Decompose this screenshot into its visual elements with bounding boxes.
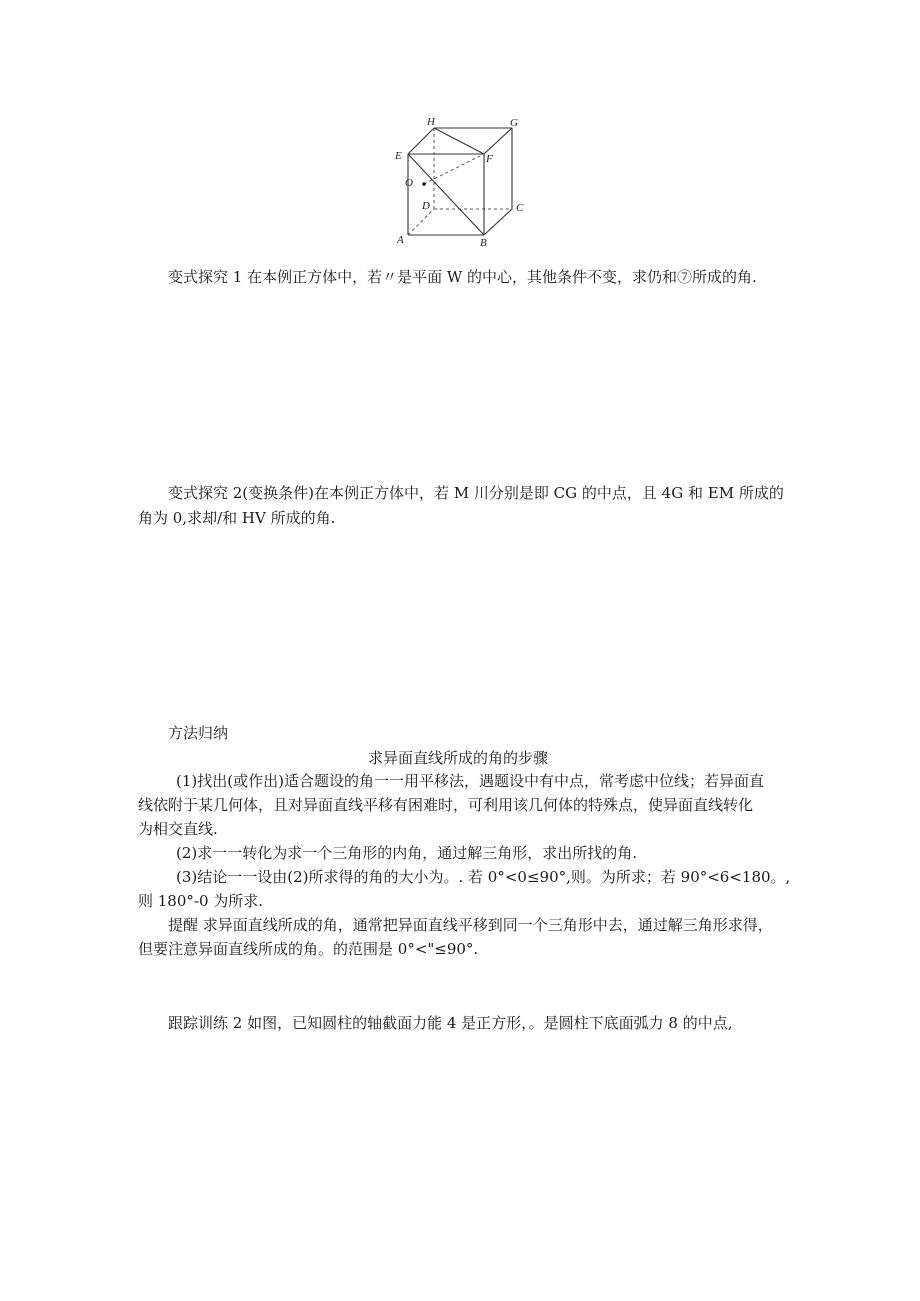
hidden-edge-AD bbox=[408, 209, 434, 235]
variant2-line1: 变式探究 2(变换条件)在本例正方体中，若 M 川分别是即 CG 的中点，且 4G 和 EM 所成的 bbox=[168, 484, 784, 502]
method-tip-line2: 但要注意异面直线所成的角。的范围是 0°<"≤90°. bbox=[138, 940, 479, 958]
hidden-line-OF bbox=[424, 154, 484, 184]
method-title: 求异面直线所成的角的步骤 bbox=[368, 749, 549, 767]
label-D: D bbox=[422, 200, 430, 212]
method-step1-line2: 线依附于某几何体，且对异面直线平移有困难时，可利用该几何体的特殊点，使异面直线转化 bbox=[138, 796, 754, 814]
method-step3-line2: 则 180°-0 为所求. bbox=[138, 892, 264, 910]
method-heading: 方法归纳 bbox=[168, 724, 229, 742]
method-step1-line1: (1)找出(或作出)适合题设的角一一用平移法，遇题设中有中点，常考虑中位线；若异面直 bbox=[176, 772, 764, 790]
method-step2: (2)求一一转化为求一个三角形的内角，通过解三角形，求出所找的角. bbox=[176, 844, 638, 862]
edge-FG bbox=[484, 128, 512, 154]
label-G: G bbox=[510, 117, 518, 129]
label-C: C bbox=[516, 202, 524, 214]
edge-EH bbox=[408, 128, 434, 154]
diagonal-HF bbox=[434, 128, 484, 154]
label-A: A bbox=[397, 234, 404, 246]
method-step3-line1: (3)结论一一设由(2)所求得的角的大小为。. 若 0°<0≤90°,则。为所求；若 90°<6<180。, bbox=[176, 868, 791, 886]
point-O bbox=[422, 182, 426, 186]
label-B: B bbox=[480, 237, 487, 249]
label-H: H bbox=[427, 116, 435, 128]
method-step1-line3: 为相交直线. bbox=[138, 820, 218, 838]
label-E: E bbox=[395, 150, 402, 162]
method-tip-line1: 提醒 求异面直线所成的角，通常把异面直线平移到同一个三角形中去，通过解三角形求得， bbox=[168, 916, 773, 934]
edge-BC bbox=[484, 209, 512, 235]
diagonal-EB bbox=[408, 154, 484, 235]
cube-figure bbox=[388, 112, 538, 252]
variant1-text: 变式探究 1 在本例正方体中，若〃是平面 W 的中心，其他条件不变，求仍和⑦所成的角. bbox=[168, 268, 757, 286]
variant2-line2: 角为 0,求却/和 HV 所成的角. bbox=[138, 509, 336, 527]
label-F: F bbox=[486, 153, 493, 165]
label-O: O bbox=[405, 177, 413, 189]
tracking-text: 跟踪训练 2 如图，已知圆柱的轴截面力能 4 是正方形，。是圆柱下底面弧力 8 的中点, bbox=[168, 1014, 733, 1032]
